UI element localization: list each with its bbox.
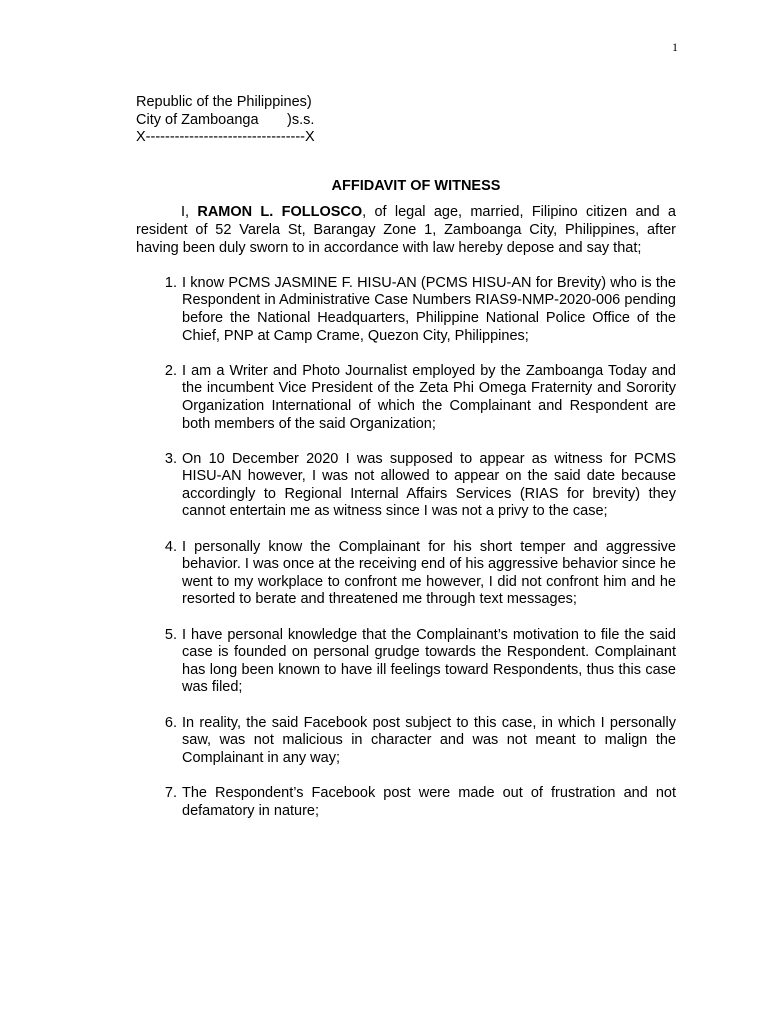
statement-item: [136, 627, 676, 697]
statement-number: 5.: [164, 626, 177, 643]
venue-divider-text: X---------------------------------X: [136, 129, 315, 146]
statement-item: [136, 539, 676, 609]
statement-text: I am a Writer and Photo Journalist employed by the Zamboanga Today and the incumbent Vice President of the Zeta Phi Omega Fraternity and Sorority Organization International of which the Complainant and Respondent are both members of the said Organization;: [182, 362, 676, 432]
statement-number: 1.: [164, 274, 177, 291]
intro-rest: , of legal age, married, Filipino citizen and a resident of 52 Varela St, Barangay Zone 1, Zamboanga City, Philippines, after having been duly sworn to in accordance with law hereby depose and say that;: [136, 204, 676, 256]
statement-text: I personally know the Complainant for his short temper and aggressive behavior. I was once at the receiving end of his aggressive behavior since he went to my workplace to confront me however, I did not confront him and he resorted to berate and threatened me through text messages;: [182, 538, 676, 608]
statement-item: [136, 363, 676, 433]
page-number: 1: [672, 40, 678, 54]
document-title: AFFIDAVIT OF WITNESS: [331, 177, 501, 194]
venue-line-republic: [136, 94, 676, 112]
statement-number: 3.: [164, 450, 177, 467]
statement-text: On 10 December 2020 I was supposed to appear as witness for PCMS HISU-AN however, I was not allowed to appear on the said date because accordingly to Regional Internal Affairs Services (RIAS for brevity) they cannot entertain me as witness since I was not a privy to the case;: [182, 450, 676, 520]
statement-item: [136, 715, 676, 768]
statement-text: I have personal knowledge that the Complainant’s motivation to file the said case is founded on personal grudge towards the Respondent. Complainant has long been known to have ill feelings toward Respondents, thus this case was filed;: [182, 626, 676, 696]
statement-text: In reality, the said Facebook post subject to this case, in which I personally saw, was not malicious in character and was not meant to malign the Complainant in any way;: [182, 714, 676, 766]
statement-item: [136, 785, 676, 820]
venue-header: [136, 94, 676, 147]
statement-number: 7.: [164, 784, 177, 801]
affiant-name: RAMON L. FOLLOSCO: [197, 204, 363, 221]
statement-text: The Respondent’s Facebook post were made out of frustration and not defamatory in nature;: [182, 784, 676, 819]
intro-prefix: I,: [181, 204, 198, 221]
statement-number: 4.: [164, 538, 177, 555]
statement-item: [136, 275, 676, 345]
venue-ss-text: )s.s.: [287, 111, 315, 128]
statement-item: [136, 451, 676, 521]
document-body: [136, 94, 676, 838]
statement-text: I know PCMS JASMINE F. HISU-AN (PCMS HISU-AN for Brevity) who is the Respondent in Administrative Case Numbers RIAS9-NMP-2020-006 pending before the National Headquarters, Philippine National Police Office of the Chief, PNP at Camp Crame, Quezon City, Philippines;: [182, 274, 676, 344]
venue-line-city: [136, 112, 676, 130]
venue-city-text: City of Zamboanga: [136, 111, 259, 128]
intro-paragraph: [136, 204, 676, 257]
venue-republic-text: Republic of the Philippines): [136, 94, 312, 110]
statement-list: [136, 275, 676, 820]
venue-line-divider: [136, 129, 676, 147]
statement-number: 6.: [164, 714, 177, 731]
statement-number: 2.: [164, 362, 177, 379]
